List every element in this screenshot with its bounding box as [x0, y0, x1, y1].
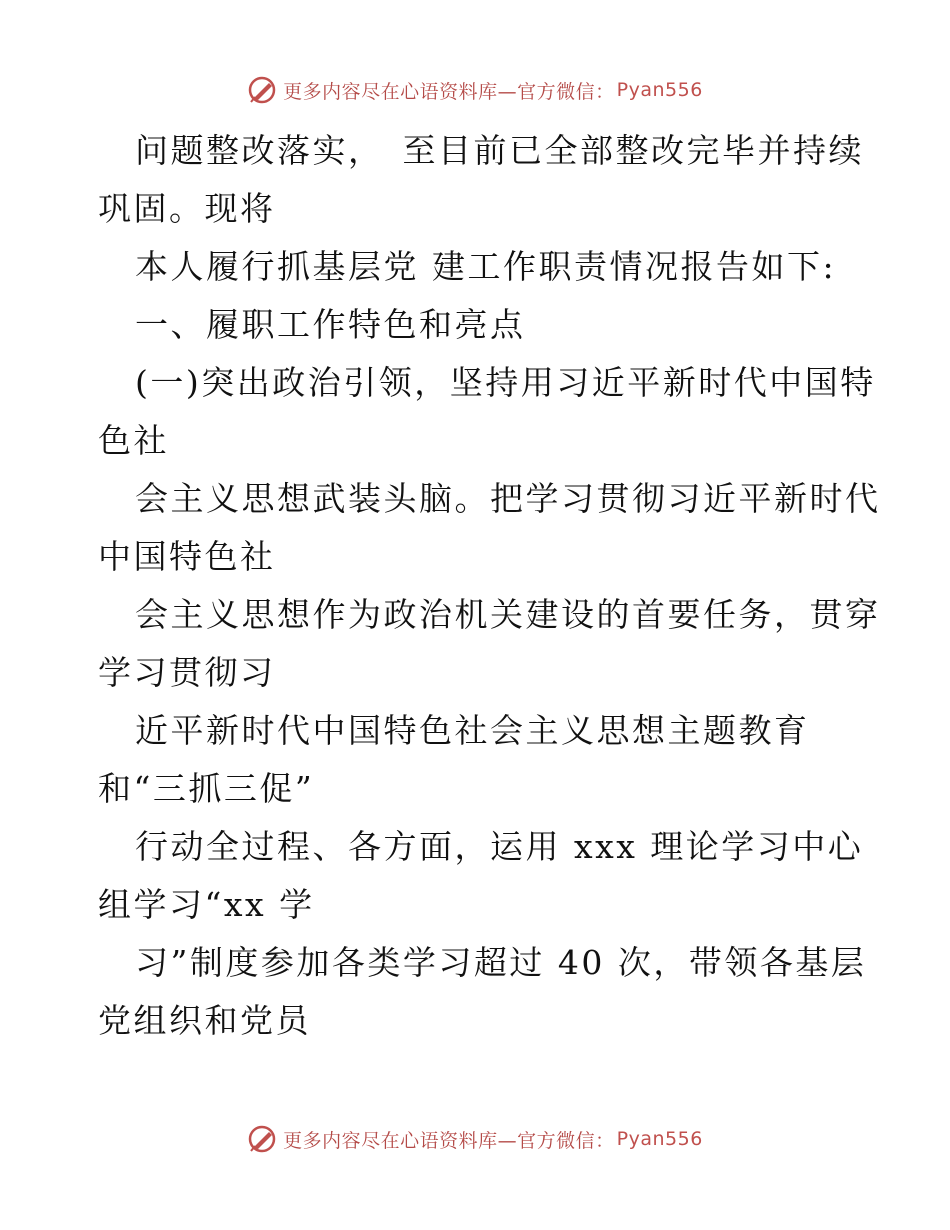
watermark-text: 更多内容尽在心语资料库—官方微信：: [283, 80, 615, 103]
text-line: 问题整改落实， 至目前已全部整改完毕并持续: [135, 131, 864, 170]
text-line: 党组织和党员: [98, 1001, 311, 1040]
text-line: 和“三抓三促”: [98, 769, 315, 808]
footer-watermark: [0, 1124, 950, 1154]
watermark-handle: Pyan556: [616, 1128, 703, 1150]
text-line: 会主义思想作为政治机关建设的首要任务，贯穿: [135, 595, 881, 634]
text-line: 近平新时代中国特色社会主义思想主题教育: [135, 711, 810, 750]
watermark-text: 更多内容尽在心语资料库—官方微信：: [283, 1129, 615, 1152]
quill-logo-icon: [247, 75, 277, 105]
text-line: 巩固。现将: [98, 189, 276, 228]
text-line: 色社: [98, 421, 169, 460]
watermark-handle: Pyan556: [616, 79, 703, 101]
text-line: 学习贯彻习: [98, 653, 276, 692]
header-watermark: [0, 75, 950, 105]
section-heading: 一、履职工作特色和亮点: [135, 305, 526, 344]
text-line: 中国特色社: [98, 537, 276, 576]
quill-logo-icon: [247, 1124, 277, 1154]
text-line: 习”制度参加各类学习超过 40 次，带领各基层: [135, 943, 867, 982]
document-body: [98, 122, 881, 1050]
text-line: 会主义思想武装头脑。把学习贯彻习近平新时代: [135, 479, 881, 518]
text-line: 组学习“xx 学: [98, 885, 315, 924]
text-line: 行动全过程、各方面，运用 xxx 理论学习中心: [135, 827, 864, 866]
subsection-heading: (一)突出政治引领，坚持用习近平新时代中国特: [135, 363, 876, 402]
text-line: 本人履行抓基层党 建工作职责情况报告如下:: [135, 247, 837, 286]
